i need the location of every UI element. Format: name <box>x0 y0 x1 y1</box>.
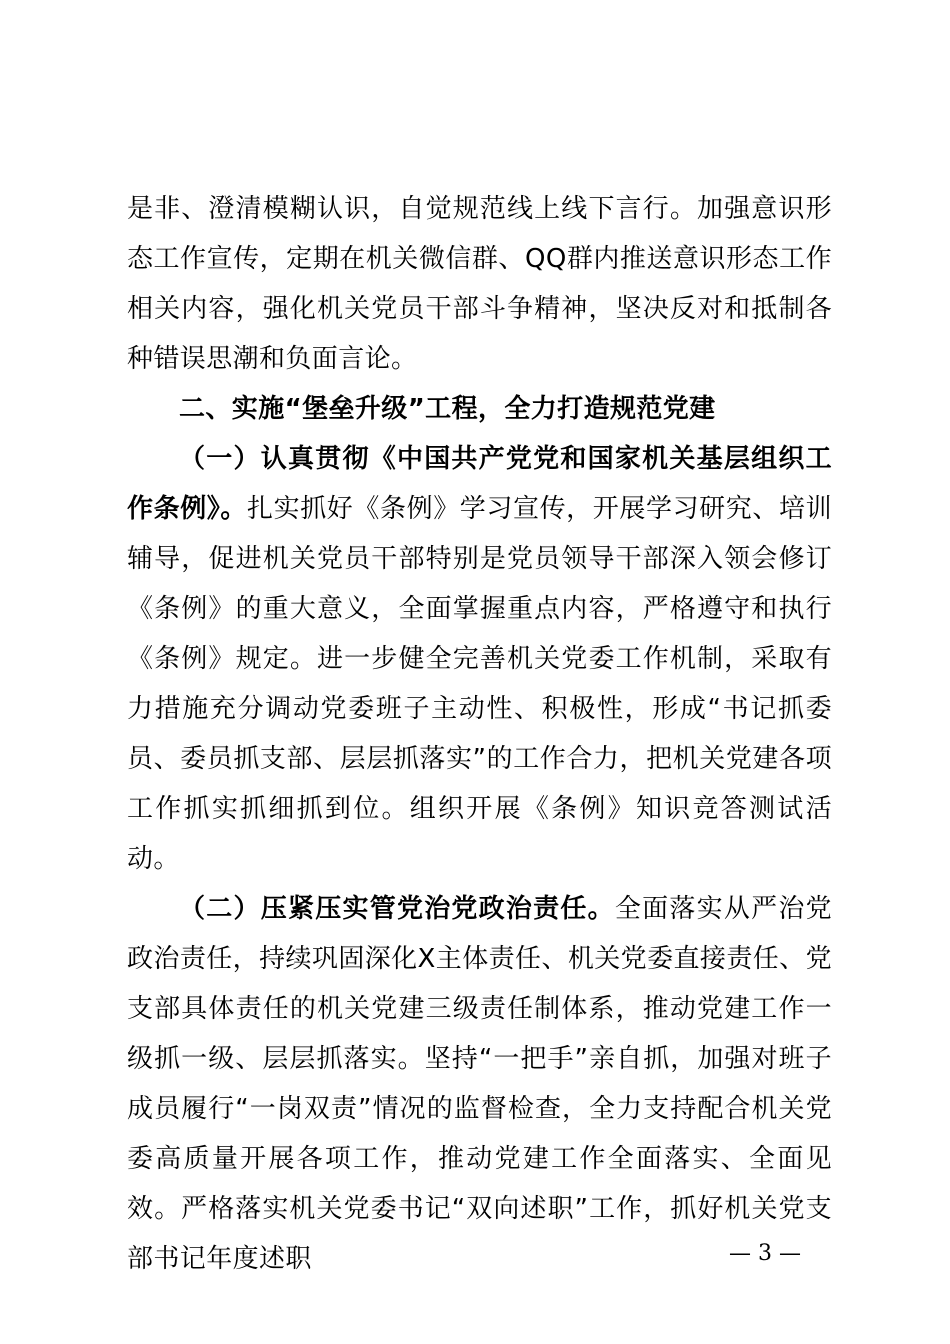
item-1-title: （一）认真贯彻《中国共产党党和国家机关基层组织工作条例》。 <box>127 444 832 524</box>
item-1-paragraph <box>127 434 832 884</box>
item-2-paragraph <box>127 884 832 1284</box>
document-body <box>127 184 832 1284</box>
item-2-title: （二）压紧压实管党治党政治责任。 <box>179 894 615 924</box>
item-1-body: 扎实抓好《条例》学习宣传，开展学习研究、培训辅导，促进机关党员干部特别是党员领导干部深入领会修订《条例》的重大意义，全面掌握重点内容，严格遵守和执行《条例》规定。进一步健全完善机关党委工作机制，采取有力措施充分调动党委班子主动性、积极性，形成“书记抓委员、委员抓支部、层层抓落实”的工作合力，把机关党建各项工作抓实抓细抓到位。组织开展《条例》知识竞答测试活动。 <box>127 494 832 874</box>
item-2-body: 全面落实从严治党政治责任，持续巩固深化X主体责任、机关党委直接责任、党支部具体责任的机关党建三级责任制体系，推动党建工作一级抓一级、层层抓落实。坚持“一把手”亲自抓，加强对班子成员履行“一岗双责”情况的监督检查，全力支持配合机关党委高质量开展各项工作，推动党建工作全面落实、全面见效。严格落实机关党委书记“双向述职”工作，抓好机关党支部书记年度述职 <box>127 894 832 1274</box>
page-number: — 3 — <box>729 1241 801 1266</box>
paragraph-continuation: 是非、澄清模糊认识，自觉规范线上线下言行。加强意识形态工作宣传，定期在机关微信群、QQ群内推送意识形态工作相关内容，强化机关党员干部斗争精神，坚决反对和抵制各种错误思潮和负面言论。 <box>127 194 832 374</box>
section-heading: 二、实施“堡垒升级”工程，全力打造规范党建 <box>179 394 716 424</box>
